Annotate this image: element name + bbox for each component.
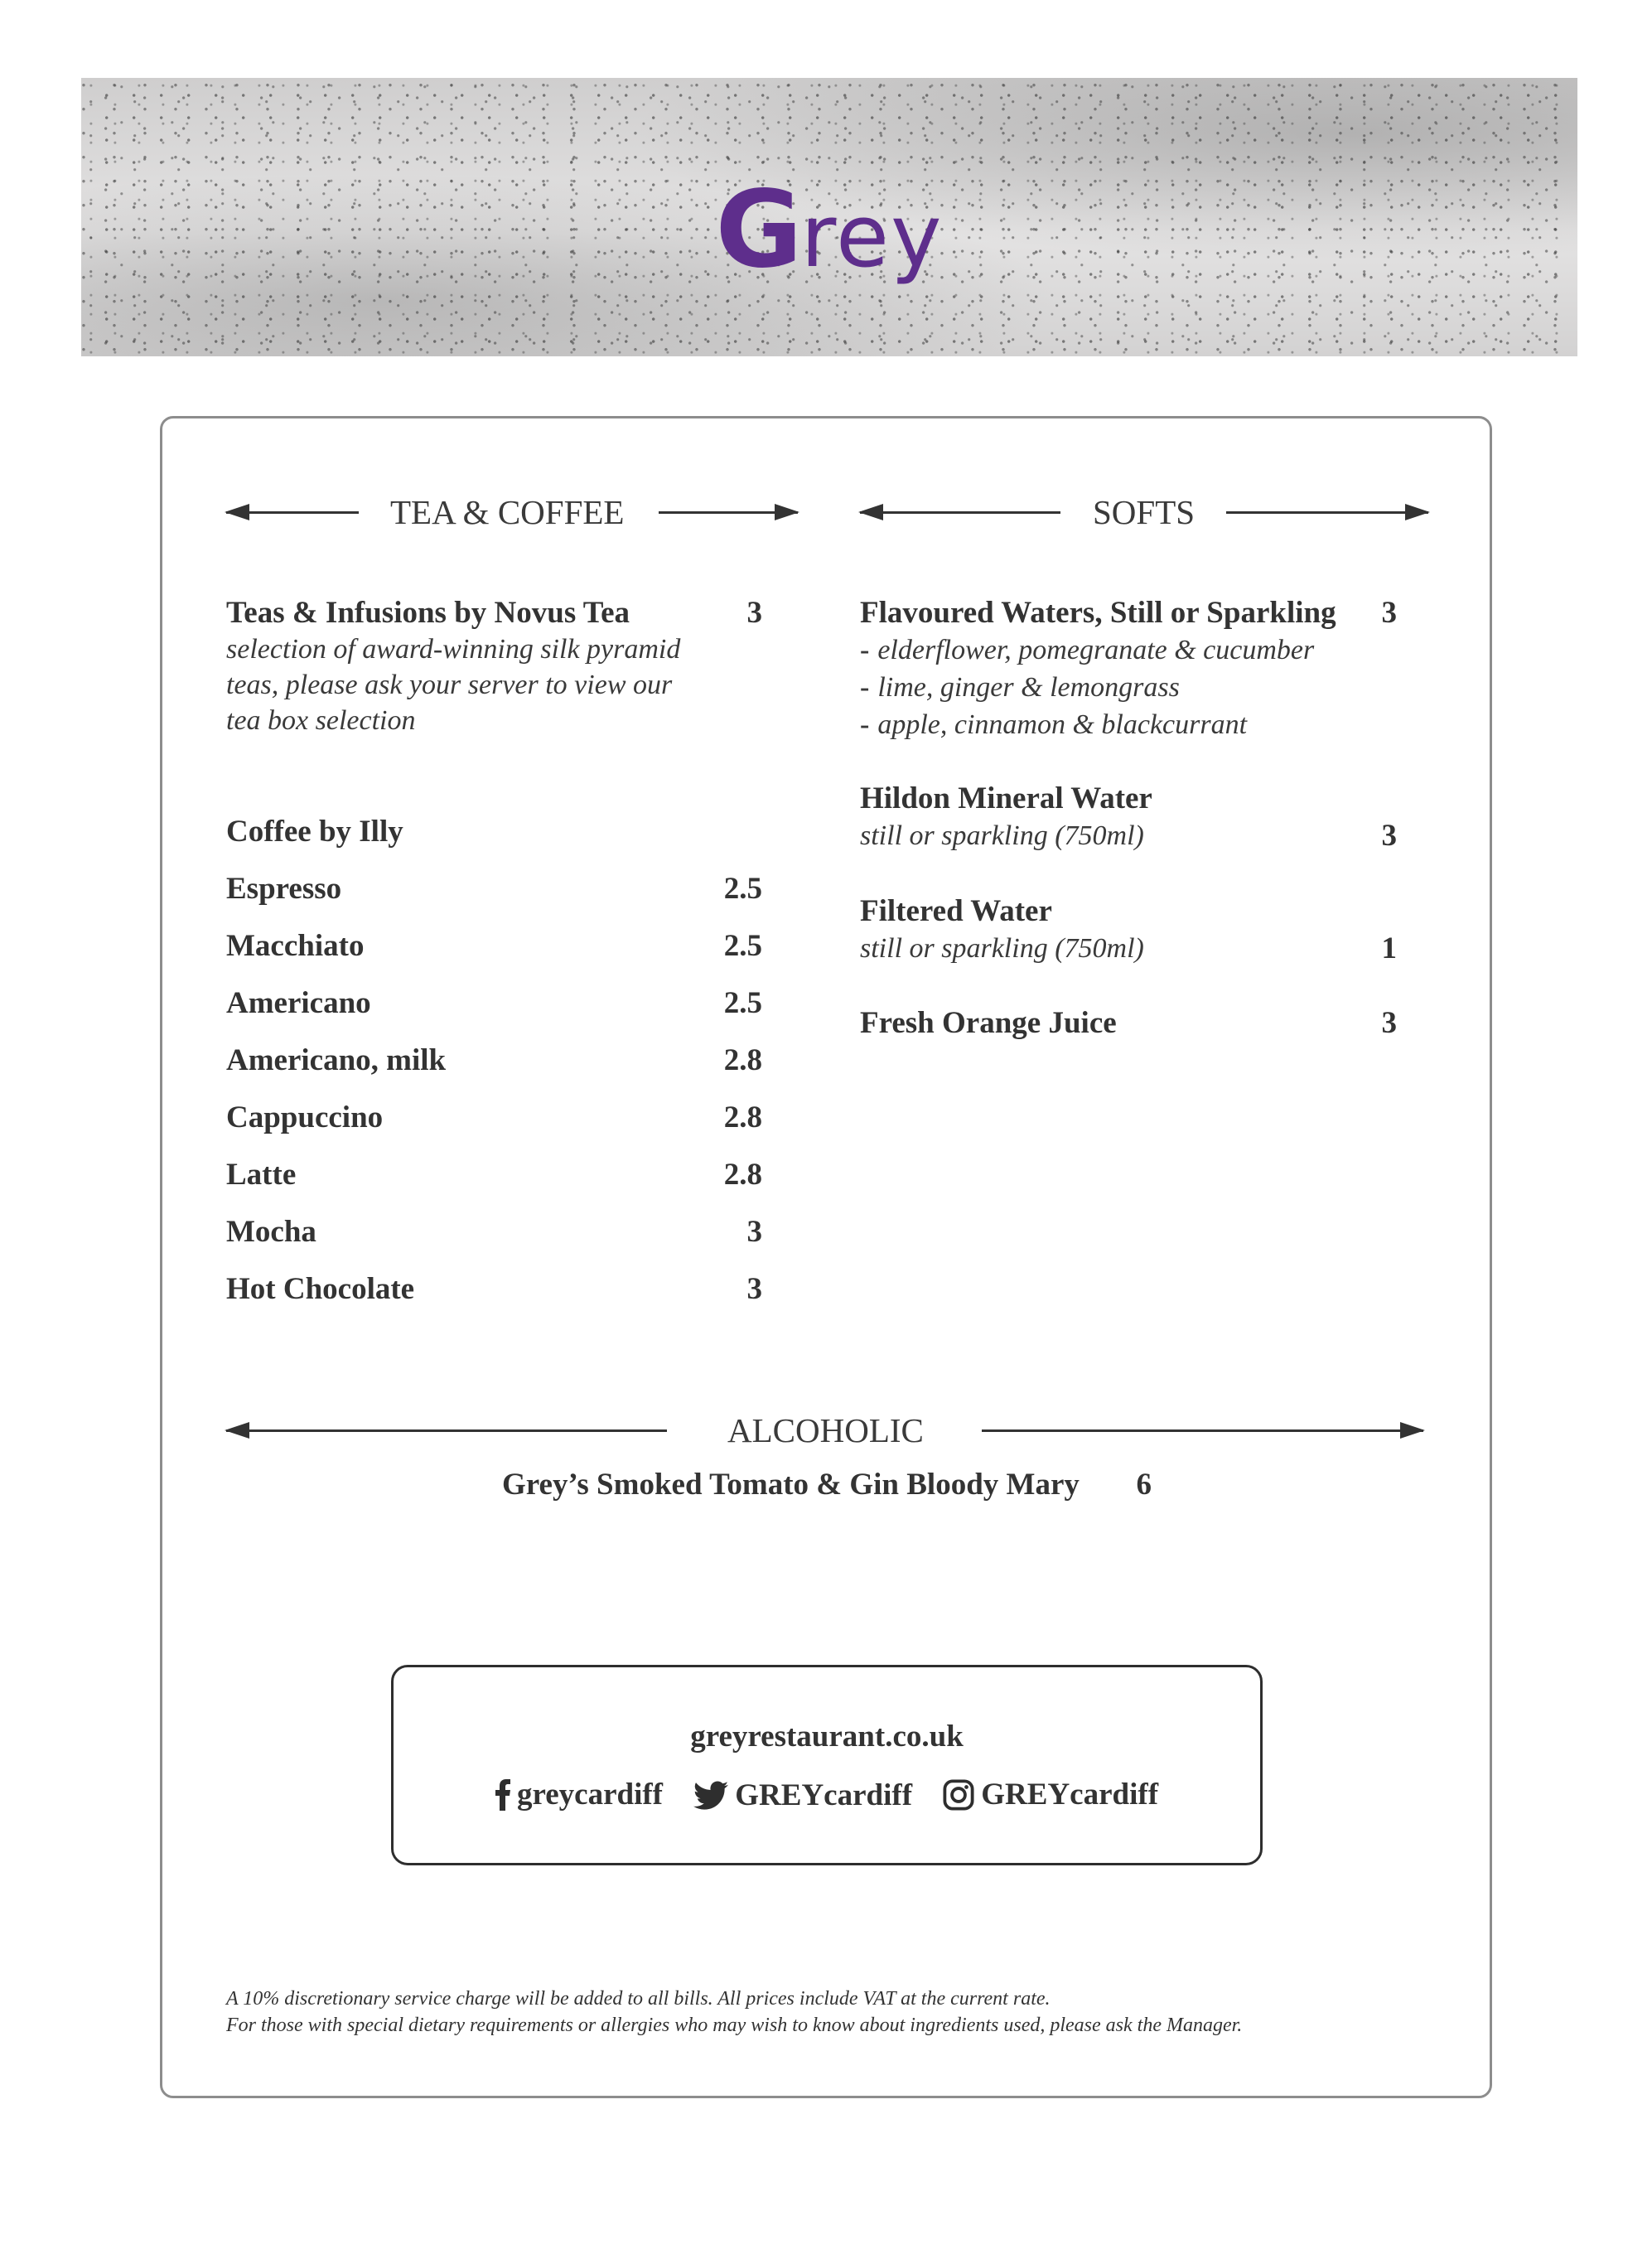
price-macchiato: 2.5 [723, 929, 762, 963]
menu-item-tea: Teas & Infusions by Novus Tea [226, 596, 630, 630]
footer-note: For those with special dietary requirements or allergies who may wish to know about ingredients used, please ask the Manager. [226, 2015, 1243, 2036]
menu-item-macchiato: Macchiato [226, 929, 365, 963]
coffee-heading: Coffee by Illy [226, 815, 403, 849]
menu-item-orange-juice: Fresh Orange Juice [860, 1006, 1117, 1040]
arrow-right-icon [982, 1429, 1423, 1432]
hildon-description: still or sparkling (750ml) [860, 820, 1144, 851]
facebook-link[interactable]: greycardiff [495, 1777, 663, 1812]
section-tea-coffee [226, 493, 798, 531]
arrow-left-icon [860, 511, 1060, 514]
price-hildon: 3 [1381, 819, 1397, 853]
menu-item-americano-milk: Americano, milk [226, 1043, 447, 1077]
price-latte: 2.8 [723, 1158, 762, 1192]
section-title: SOFTS [1093, 493, 1196, 531]
menu-item-mocha: Mocha [226, 1215, 316, 1249]
tea-description: selection of award-winning silk pyramid [226, 634, 681, 665]
price-americano: 2.5 [723, 986, 762, 1020]
section-alcoholic [226, 1411, 1423, 1449]
facebook-icon [495, 1779, 510, 1811]
price-mocha: 3 [746, 1215, 762, 1249]
section-title: ALCOHOLIC [727, 1411, 924, 1449]
price-cappuccino: 2.8 [723, 1100, 762, 1134]
arrow-left-icon [226, 1429, 667, 1432]
price-hot-chocolate: 3 [746, 1272, 762, 1306]
price-orange-juice: 3 [1381, 1006, 1397, 1040]
footer-note: A 10% discretionary service charge will be added to all bills. All prices include VAT at the current rate. [226, 1988, 1051, 2010]
social-links [394, 1777, 1260, 1819]
flavour-option: - apple, cinnamon & blackcurrant [860, 709, 1248, 740]
menu-item-espresso: Espresso [226, 872, 342, 906]
tea-description: tea box selection [226, 705, 416, 736]
menu-item-hot-chocolate: Hot Chocolate [226, 1272, 415, 1306]
price-flavoured-waters: 3 [1381, 596, 1397, 630]
section-title: TEA & COFFEE [390, 493, 625, 531]
tea-description: teas, please ask your server to view our [226, 670, 673, 700]
instagram-link[interactable]: GREYcardiff [943, 1777, 1158, 1812]
website-link[interactable]: greyrestaurant.co.uk [690, 1720, 964, 1754]
arrow-left-icon [226, 511, 359, 514]
menu-item-hildon: Hildon Mineral Water [860, 781, 1152, 815]
twitter-icon [693, 1781, 728, 1811]
menu-item-flavoured-waters: Flavoured Waters, Still or Sparkling [860, 596, 1336, 630]
price-filtered-water: 1 [1381, 931, 1397, 965]
menu-item-latte: Latte [226, 1158, 297, 1192]
menu-item-americano: Americano [226, 986, 371, 1020]
menu-item-bloody-mary: Grey’s Smoked Tomato & Gin Bloody Mary [502, 1468, 1080, 1502]
header-banner [81, 78, 1577, 356]
flavour-option: - elderflower, pomegranate & cucumber [860, 635, 1315, 665]
flavour-option: - lime, ginger & lemongrass [860, 672, 1180, 703]
menu-item-cappuccino: Cappuccino [226, 1100, 384, 1134]
arrow-right-icon [659, 511, 798, 514]
grey-logo: Grey [715, 168, 944, 292]
price-americano-milk: 2.8 [723, 1043, 762, 1077]
menu-item-filtered-water: Filtered Water [860, 894, 1052, 928]
price-bloody-mary: 6 [1136, 1468, 1152, 1502]
price-tea: 3 [746, 596, 762, 630]
arrow-right-icon [1226, 511, 1428, 514]
section-softs [860, 493, 1428, 531]
instagram-icon [943, 1779, 974, 1811]
price-espresso: 2.5 [723, 872, 762, 906]
contact-box [391, 1665, 1263, 1865]
filtered-description: still or sparkling (750ml) [860, 933, 1144, 964]
twitter-link[interactable]: GREYcardiff [693, 1778, 912, 1813]
